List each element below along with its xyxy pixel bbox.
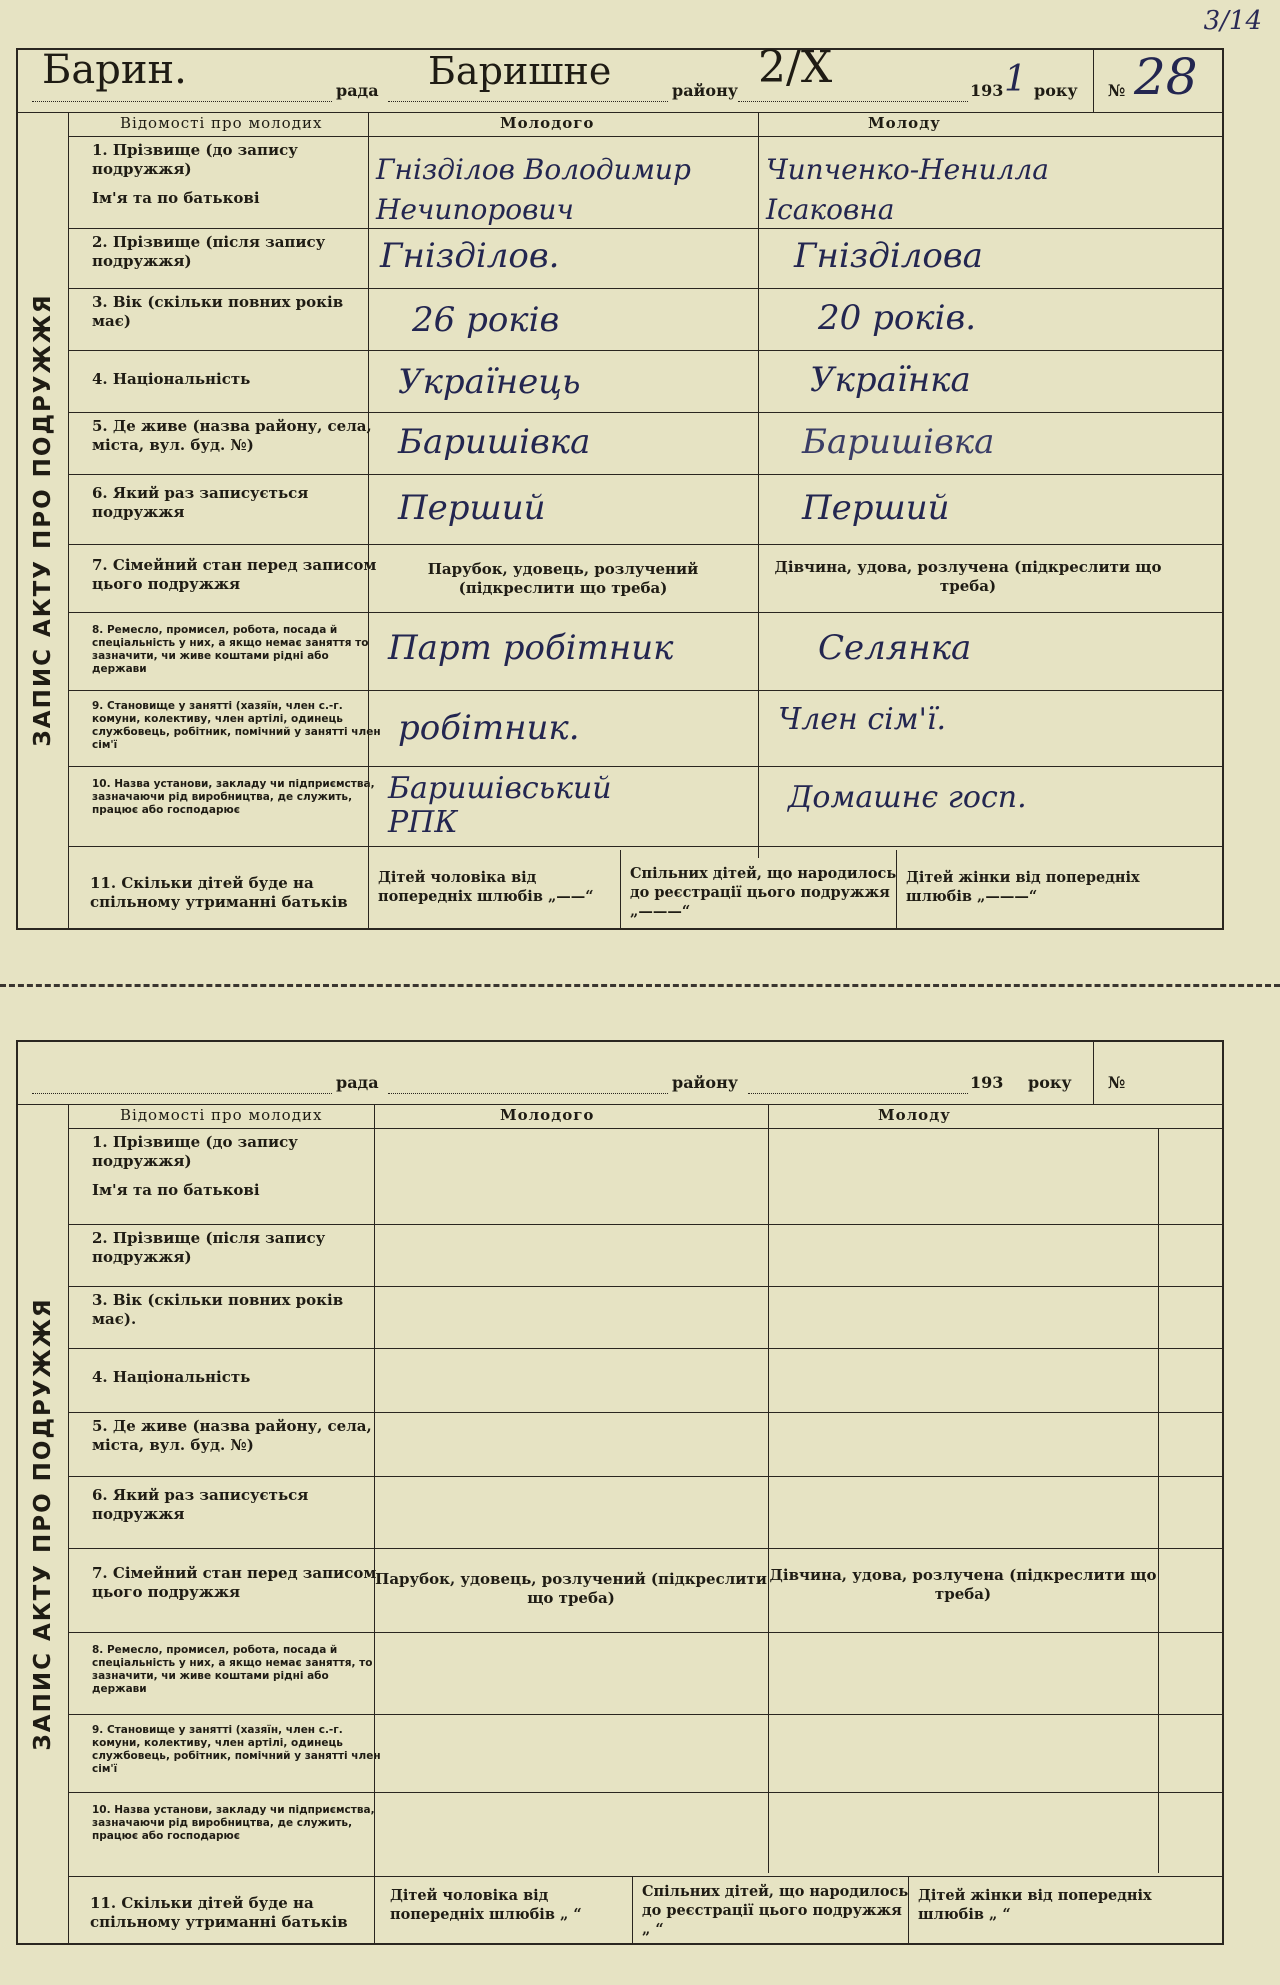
side-title-strip [18,112,69,928]
form-header [18,42,1222,113]
groom-value: Гнізділов Володимир Нечипорович [376,153,691,226]
groom-cell[interactable] [374,1714,768,1792]
column-header-row [68,1104,1222,1129]
table-row [68,1792,1222,1877]
side-title: ЗАПИС АКТУ ПРО ПОДРУЖЖЯ [30,293,56,747]
bride-cell[interactable] [768,1632,1222,1714]
bride-value: Перший [802,488,950,528]
row-sublabel: Ім'я та по батькові [92,189,260,207]
groom-value: 26 років [412,300,560,340]
row-label: 4. Національність [92,370,251,388]
column-bride: Молоду [868,114,941,132]
table-row [68,1632,1222,1715]
rada-label: рада [336,1073,379,1092]
table-row [68,1714,1222,1793]
groom-cell[interactable] [374,1412,768,1476]
table-row [68,1476,1222,1549]
table-row [68,1412,1222,1477]
bride-cell[interactable] [768,1224,1222,1286]
bride-value: Баришівка [802,422,995,462]
bride-cell[interactable] [758,690,1222,766]
row-label: 3. Вік (скільки повних років має). [92,1291,344,1328]
table-row [68,1224,1222,1287]
row-label: 3. Вік (скільки повних років має) [92,293,344,330]
archive-page-number: 3/14 [1203,6,1262,36]
column-info: Відомості про молодих [120,114,323,132]
rada-field[interactable] [32,47,332,102]
row-label: 9. Становище у занятті (хазяїн, член с.-г. комуни, колективу, член артілі, одинець службовець, робітник, помічний у занятті член сім'ї [92,1724,381,1775]
row-label: 4. Національність [92,1368,251,1386]
table-row [68,350,1222,413]
column-bride: Молоду [878,1106,951,1124]
groom-cell[interactable] [374,1128,768,1224]
bride-value: Член сім'ї. [778,702,946,737]
column-divider [620,850,621,928]
bride-cell[interactable] [758,350,1222,412]
groom-value: Гнізділов. [380,236,560,276]
bride-value: Українка [810,360,971,400]
number-label: № [1108,1073,1126,1092]
table-row [68,544,1222,613]
form-header [18,1042,1222,1105]
column-header-row [68,112,1222,137]
column-groom: Молодого [500,1106,595,1124]
row-label: 7. Сімейний стан перед записом цього подружжя [92,556,377,593]
husband-children[interactable]: Дітей чоловіка від попередніх шлюбів „——“ [378,869,594,905]
groom-cell[interactable] [368,612,758,690]
bride-cell[interactable] [768,1476,1222,1548]
wife-children[interactable]: Дітей жінки від попередніх шлюбів „ “ [918,1887,1152,1923]
bride-cell[interactable] [758,136,1222,228]
groom-cell[interactable] [374,1348,768,1412]
groom-cell[interactable] [368,228,758,288]
year-label: 193 [970,1073,1004,1092]
row-sublabel: Ім'я та по батькові [92,1181,260,1199]
husband-children[interactable]: Дітей чоловіка від попередніх шлюбів „ “ [390,1887,582,1923]
table-row [68,228,1222,289]
row-label: 2. Прізвище (після запису подружжя) [92,1229,326,1266]
bride-cell[interactable] [758,766,1222,846]
row-label: 7. Сімейний стан перед записом цього подружжя [92,1564,377,1601]
side-title-strip [18,1104,69,1943]
date-field[interactable] [738,42,968,102]
table-row [68,288,1222,351]
bride-cell[interactable] [768,1128,1222,1224]
column-divider [632,1876,633,1943]
row-label: 5. Де живе (назва району, села, міста, вул. буд. №) [92,1417,372,1454]
groom-cell[interactable] [368,412,758,474]
bride-value: Домашнє госп. [788,780,1027,815]
cut-line [0,984,1280,987]
marriage-record-form-2 [16,1040,1224,1945]
column-divider [908,1876,909,1943]
date-field[interactable] [748,1065,968,1094]
year-suffix-label: року [1034,81,1078,100]
record-number-value: 28 [1134,48,1198,106]
rada-label: рада [336,81,379,100]
bride-cell[interactable] [758,612,1222,690]
table-row [68,612,1222,691]
table-row [68,1128,1222,1225]
groom-value: Українець [398,362,581,402]
children-label: 11. Скільки дітей буде на спільному утриманні батьків [90,1894,348,1931]
groom-cell[interactable] [374,1632,768,1714]
bride-cell[interactable] [758,288,1222,350]
row-label: 5. Де живе (назва району, села, міста, вул. буд. №) [92,417,372,454]
groom-cell[interactable] [368,544,758,612]
number-label: № [1108,81,1126,100]
groom-cell[interactable] [374,1224,768,1286]
wife-children[interactable]: Дітей жінки від попередніх шлюбів „———“ [906,869,1140,905]
row-label: 9. Становище у занятті (хазяїн, член с.-г. комуни, колективу, член артілі, одинець службовець, робітник, помічний у занятті член сім'ї [92,700,381,751]
row-label: 8. Ремесло, промисел, робота, посада й спеціальність у них, а якщо немає заняття то зазначити, чи живе коштами рідні або держави [92,624,369,675]
bride-cell[interactable] [768,1548,1222,1632]
record-number-cell[interactable] [1093,1042,1222,1104]
rayon-value: Баришне [428,49,612,93]
record-number-cell [1093,50,1222,112]
row-label: 10. Назва установи, закладу чи підприємства, зазначаючи рід виробництва, де служить, працює або господарює [92,1804,375,1842]
table-row [68,474,1222,545]
bride-cell[interactable] [768,1714,1222,1792]
groom-cell[interactable] [368,766,758,846]
rada-value: Барин. [42,47,187,93]
groom-cell[interactable] [374,1286,768,1348]
bride-marital-note: Дівчина, удова, розлучена (підкреслити що треба) [774,558,1162,595]
common-children[interactable]: Спільних дітей, що народилось до реєстрації цього подружжя „———“ [630,865,897,920]
rayon-field[interactable] [388,49,668,102]
row-label: 10. Назва установи, закладу чи підприємства, зазначаючи рід виробництва, де служить, працює або господарює [92,778,375,816]
table-row [68,136,1222,229]
bride-value: Селянка [818,628,972,668]
column-groom: Молодого [500,114,595,132]
row-label: 2. Прізвище (після запису подружжя) [92,233,326,270]
groom-cell[interactable] [368,474,758,544]
bride-marital-note: Дівчина, удова, розлучена (підкреслити що треба) [769,1566,1157,1603]
table-row [68,1548,1222,1633]
groom-cell[interactable] [374,1548,768,1632]
row-label: 1. Прізвище (до запису подружжя) Ім'я та по батькові [92,141,382,208]
bride-value: Чипченко-Ненилла Ісаковна [766,153,1049,226]
bride-cell[interactable] [768,1286,1222,1348]
marriage-record-form-1 [16,42,1224,930]
rada-field[interactable] [32,1065,332,1094]
year-suffix-label: року [1028,1073,1072,1092]
groom-value: Парт робітник [388,628,674,668]
table-row [68,1348,1222,1413]
table-row [68,690,1222,767]
row-label: 8. Ремесло, промисел, робота, посада й спеціальність у них, а якщо немає заняття, то зазначити, чи живе коштами рідні або держави [92,1644,373,1695]
side-title: ЗАПИС АКТУ ПРО ПОДРУЖЖЯ [30,1296,56,1751]
groom-cell[interactable] [368,690,758,766]
row-label: 6. Який раз записується подружжя [92,1486,309,1523]
groom-value: Перший [398,488,546,528]
groom-value: Баришівка [398,422,591,462]
bride-cell[interactable] [768,1348,1222,1412]
bride-cell[interactable] [768,1792,1222,1876]
bride-cell[interactable] [758,228,1222,288]
year-digit: 1 [1004,59,1027,100]
rayon-field[interactable] [388,1065,668,1094]
column-info: Відомості про молодих [120,1106,323,1124]
year-label: 193 [970,81,1004,100]
groom-cell[interactable] [368,350,758,412]
date-value: 2/X [758,42,833,93]
groom-cell[interactable] [374,1792,768,1876]
children-label: 11. Скільки дітей буде на спільному утриманні батьків [90,874,348,911]
bride-value: 20 років. [818,298,977,338]
table-row [68,412,1222,475]
bride-cell[interactable] [768,1412,1222,1476]
groom-marital-note: Парубок, удовець, розлучений (підкреслити що треба) [375,1570,767,1607]
rayon-label: району [672,1073,739,1092]
groom-cell[interactable] [374,1476,768,1548]
groom-cell[interactable] [368,288,758,350]
table-row [68,1286,1222,1349]
groom-value: робітник. [398,708,580,748]
bride-cell[interactable] [758,544,1222,612]
bride-cell[interactable] [758,412,1222,474]
column-divider [896,850,897,928]
groom-marital-note: Парубок, удовець, розлучений (підкреслити що треба) [427,560,699,597]
common-children[interactable]: Спільних дітей, що народилось до реєстрації цього подружжя „ “ [642,1883,909,1938]
bride-value: Гнізділова [794,236,983,276]
bride-cell[interactable] [758,474,1222,544]
row-label: 6. Який раз записується подружжя [92,484,309,521]
rayon-label: району [672,81,739,100]
groom-cell[interactable] [368,136,758,228]
row-label: 1. Прізвище (до запису подружжя) Ім'я та по батькові [92,1133,382,1200]
groom-value: Баришівський РПК [388,771,612,840]
table-row [68,766,1222,847]
